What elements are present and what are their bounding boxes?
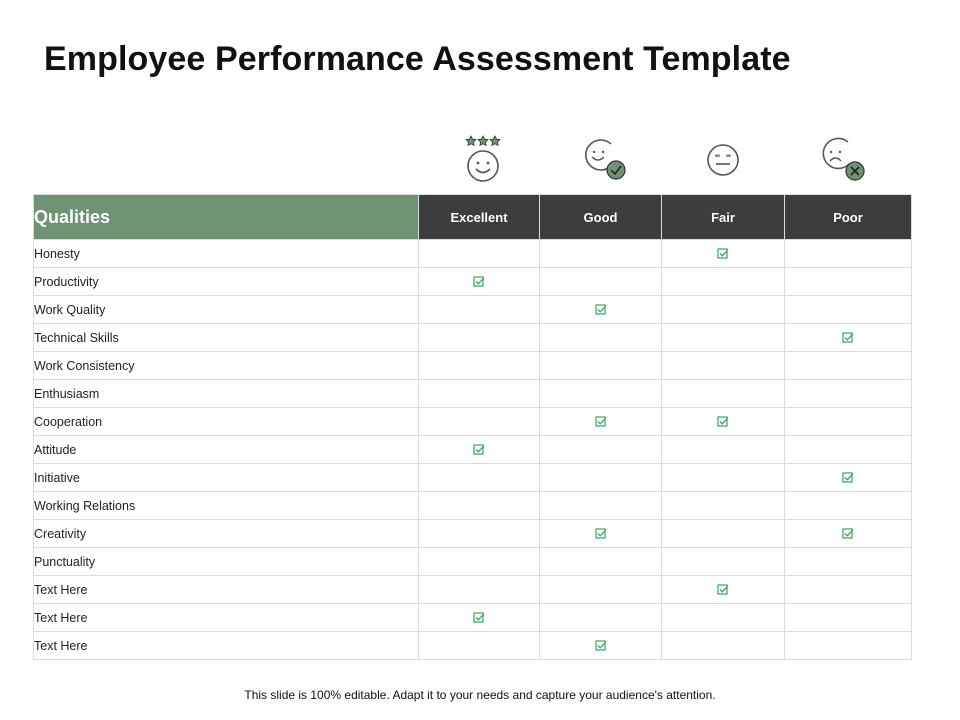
checkbox-checked-icon <box>842 472 854 484</box>
rating-cell-fair[interactable] <box>662 436 785 464</box>
rating-cell-poor[interactable] <box>785 240 912 268</box>
table-row <box>34 548 912 576</box>
checkbox-checked-icon <box>595 416 607 428</box>
table-row <box>34 576 912 604</box>
rating-cell-excellent[interactable] <box>419 408 540 436</box>
rating-cell-poor[interactable] <box>785 464 912 492</box>
rating-cell-excellent[interactable] <box>419 324 540 352</box>
checkbox-checked-icon <box>717 584 729 596</box>
quality-label: Text Here <box>34 632 419 660</box>
checkbox-checked-icon <box>595 640 607 652</box>
checkbox-checked-icon <box>595 304 607 316</box>
rating-cell-good[interactable] <box>540 464 662 492</box>
rating-cell-good[interactable] <box>540 408 662 436</box>
rating-cell-fair[interactable] <box>662 492 785 520</box>
table-row <box>34 240 912 268</box>
rating-cell-excellent[interactable] <box>419 380 540 408</box>
rating-cell-poor[interactable] <box>785 548 912 576</box>
rating-cell-good[interactable] <box>540 632 662 660</box>
rating-cell-poor[interactable] <box>785 380 912 408</box>
rating-cell-fair[interactable] <box>662 324 785 352</box>
rating-cell-poor[interactable] <box>785 268 912 296</box>
table-row <box>34 464 912 492</box>
checkbox-checked-icon <box>717 416 729 428</box>
rating-cell-fair[interactable] <box>662 464 785 492</box>
rating-cell-good[interactable] <box>540 296 662 324</box>
qualities-header: Qualities <box>34 195 419 240</box>
rating-cell-fair[interactable] <box>662 296 785 324</box>
quality-label: Technical Skills <box>34 324 419 352</box>
table-row <box>34 632 912 660</box>
table-row <box>34 520 912 548</box>
rating-cell-good[interactable] <box>540 492 662 520</box>
table-row <box>34 268 912 296</box>
quality-label: Creativity <box>34 520 419 548</box>
quality-label: Attitude <box>34 436 419 464</box>
rating-cell-poor[interactable] <box>785 604 912 632</box>
table-row <box>34 604 912 632</box>
quality-label: Punctuality <box>34 548 419 576</box>
rating-cell-poor[interactable] <box>785 520 912 548</box>
rating-cell-excellent[interactable] <box>419 520 540 548</box>
table-row <box>34 436 912 464</box>
rating-cell-excellent[interactable] <box>419 464 540 492</box>
star-smiley-icon <box>462 134 506 186</box>
rating-cell-excellent[interactable] <box>419 548 540 576</box>
neutral-face-icon <box>705 142 741 178</box>
rating-cell-fair[interactable] <box>662 408 785 436</box>
footer-note: This slide is 100% editable. Adapt it to your needs and capture your audience's attention. <box>244 688 716 702</box>
rating-cell-fair[interactable] <box>662 548 785 576</box>
column-header-fair: Fair <box>662 195 785 240</box>
assessment-table <box>33 194 912 660</box>
rating-cell-excellent[interactable] <box>419 352 540 380</box>
rating-cell-fair[interactable] <box>662 576 785 604</box>
table-row <box>34 296 912 324</box>
rating-cell-poor[interactable] <box>785 352 912 380</box>
rating-cell-poor[interactable] <box>785 632 912 660</box>
rating-cell-fair[interactable] <box>662 352 785 380</box>
checkbox-checked-icon <box>717 248 729 260</box>
column-header-poor: Poor <box>785 195 912 240</box>
quality-label: Productivity <box>34 268 419 296</box>
rating-cell-excellent[interactable] <box>419 492 540 520</box>
checkbox-checked-icon <box>473 444 485 456</box>
rating-cell-good[interactable] <box>540 380 662 408</box>
table-header-row <box>34 195 912 240</box>
table-row <box>34 408 912 436</box>
rating-cell-good[interactable] <box>540 324 662 352</box>
column-header-excellent: Excellent <box>419 195 540 240</box>
rating-cell-good[interactable] <box>540 352 662 380</box>
quality-label: Text Here <box>34 576 419 604</box>
rating-cell-good[interactable] <box>540 548 662 576</box>
rating-cell-excellent[interactable] <box>419 632 540 660</box>
rating-cell-poor[interactable] <box>785 576 912 604</box>
smiley-check-icon <box>580 134 630 184</box>
rating-cell-poor[interactable] <box>785 324 912 352</box>
checkbox-checked-icon <box>842 332 854 344</box>
quality-label: Cooperation <box>34 408 419 436</box>
table-row <box>34 324 912 352</box>
checkbox-checked-icon <box>473 276 485 288</box>
rating-cell-fair[interactable] <box>662 240 785 268</box>
rating-cell-fair[interactable] <box>662 520 785 548</box>
rating-cell-excellent[interactable] <box>419 436 540 464</box>
table-row <box>34 380 912 408</box>
rating-cell-good[interactable] <box>540 436 662 464</box>
page-title: Employee Performance Assessment Template <box>44 40 791 78</box>
rating-cell-good[interactable] <box>540 268 662 296</box>
rating-cell-excellent[interactable] <box>419 268 540 296</box>
rating-cell-fair[interactable] <box>662 380 785 408</box>
rating-cell-poor[interactable] <box>785 436 912 464</box>
rating-cell-excellent[interactable] <box>419 576 540 604</box>
quality-label: Work Consistency <box>34 352 419 380</box>
rating-cell-excellent[interactable] <box>419 604 540 632</box>
rating-cell-poor[interactable] <box>785 408 912 436</box>
rating-cell-good[interactable] <box>540 520 662 548</box>
rating-cell-good[interactable] <box>540 240 662 268</box>
quality-label: Enthusiasm <box>34 380 419 408</box>
rating-cell-poor[interactable] <box>785 492 912 520</box>
rating-cell-poor[interactable] <box>785 296 912 324</box>
rating-cell-excellent[interactable] <box>419 240 540 268</box>
rating-cell-good[interactable] <box>540 604 662 632</box>
table-row <box>34 352 912 380</box>
rating-cell-excellent[interactable] <box>419 296 540 324</box>
quality-label: Honesty <box>34 240 419 268</box>
table-row <box>34 492 912 520</box>
checkbox-checked-icon <box>595 528 607 540</box>
column-header-good: Good <box>540 195 662 240</box>
rating-cell-fair[interactable] <box>662 268 785 296</box>
table-body <box>34 240 912 660</box>
quality-label: Initiative <box>34 464 419 492</box>
rating-cell-fair[interactable] <box>662 632 785 660</box>
rating-cell-good[interactable] <box>540 576 662 604</box>
sad-face-x-icon <box>818 134 868 184</box>
quality-label: Working Relations <box>34 492 419 520</box>
checkbox-checked-icon <box>842 528 854 540</box>
quality-label: Text Here <box>34 604 419 632</box>
quality-label: Work Quality <box>34 296 419 324</box>
checkbox-checked-icon <box>473 612 485 624</box>
rating-cell-fair[interactable] <box>662 604 785 632</box>
